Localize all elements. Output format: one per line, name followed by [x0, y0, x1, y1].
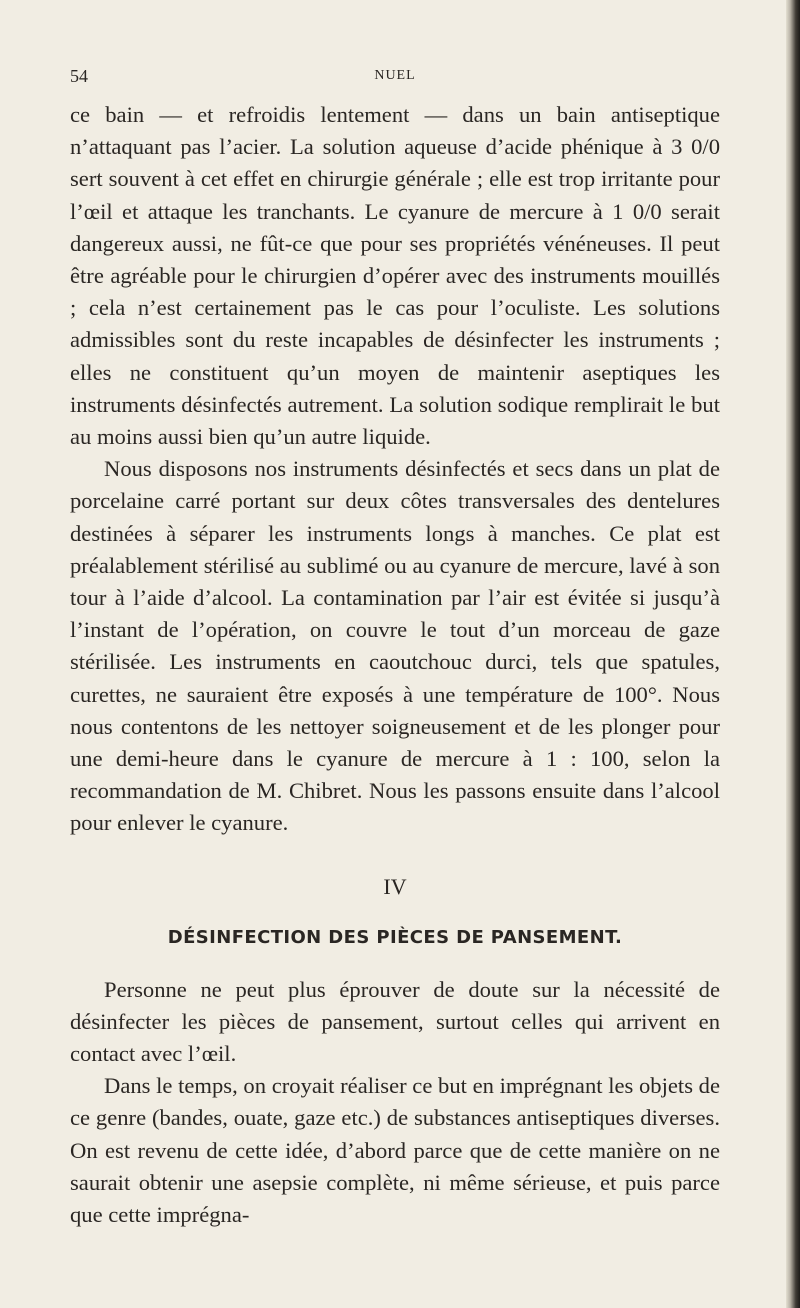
paragraph-continuation: ce bain — et refroidis lentement — dans un bain antiseptique n’attaquant pas l’acier. La solution aqueuse d’acide phénique à 3 0/0 sert souvent à cet effet en chirurgie générale ; elle est trop irritante pour l’œil et attaque les tranchants. Le cyanure de mercure à 1 0/0 serait dangereux aussi, ne fût-ce que pour ses propriétés vénéneuses. Il peut être agréable pour le chirurgien d’opérer avec des instruments mouillés ; cela n’est certainement pas le cas pour l’oculiste. Les solutions admissibles sont du reste incapables de désinfecter les instruments ; elles ne constituent qu’un moyen de maintenir aseptiques les instruments désinfectés autrement. La solution sodique remplirait le but au moins aussi bien qu’un autre liquide.: [70, 102, 720, 450]
paragraph-necessity: Personne ne peut plus éprouver de doute sur la nécessité de désinfecter les pièces de pansement, surtout celles qui arrivent en contact avec l’œil.: [70, 976, 720, 1067]
paragraph-impregnation: Dans le temps, on croyait réaliser ce but en imprégnant les objets de ce genre (bandes, ouate, gaze etc.) de substances antiseptiques diverses. On est revenu de cette idée, d’abord parce que de cette manière on ne saurait obtenir une asepsie complète, ni même sérieuse, et puis parce que cette imprégna-: [70, 1073, 720, 1228]
page-edge-shadow: [786, 0, 800, 1308]
section-number: IV: [383, 873, 407, 899]
section-heading: DÉSINFECTION DES PIÈCES DE PANSEMENT.: [167, 926, 623, 948]
page-number: 54: [70, 66, 88, 86]
running-title: NUEL: [374, 68, 416, 83]
text-column: [70, 99, 720, 1231]
paragraph-instruments-dish: Nous disposons nos instruments désinfectés et secs dans un plat de porcelaine carré portant sur deux côtes transversales des dentelures destinées à séparer les instruments longs à manches. Ce plat est préalablement stérilisé au sublimé ou au cyanure de mercure, lavé à son tour à l’aide d’alcool. La contamination par l’air est évitée si jusqu’à l’instant de l’opération, on couvre le tout d’un morceau de gaze stérilisée. Les instruments en caoutchouc durci, tels que spatules, curettes, ne sauraient être exposés à une température de 100°. Nous nous contentons de les nettoyer soigneusement et de les plonger pour une demi-heure dans le cyanure de mercure à 1 : 100, selon la recommandation de M. Chibret. Nous les passons ensuite dans l’alcool pour enlever le cyanure.: [70, 456, 720, 836]
running-head: [70, 66, 720, 92]
